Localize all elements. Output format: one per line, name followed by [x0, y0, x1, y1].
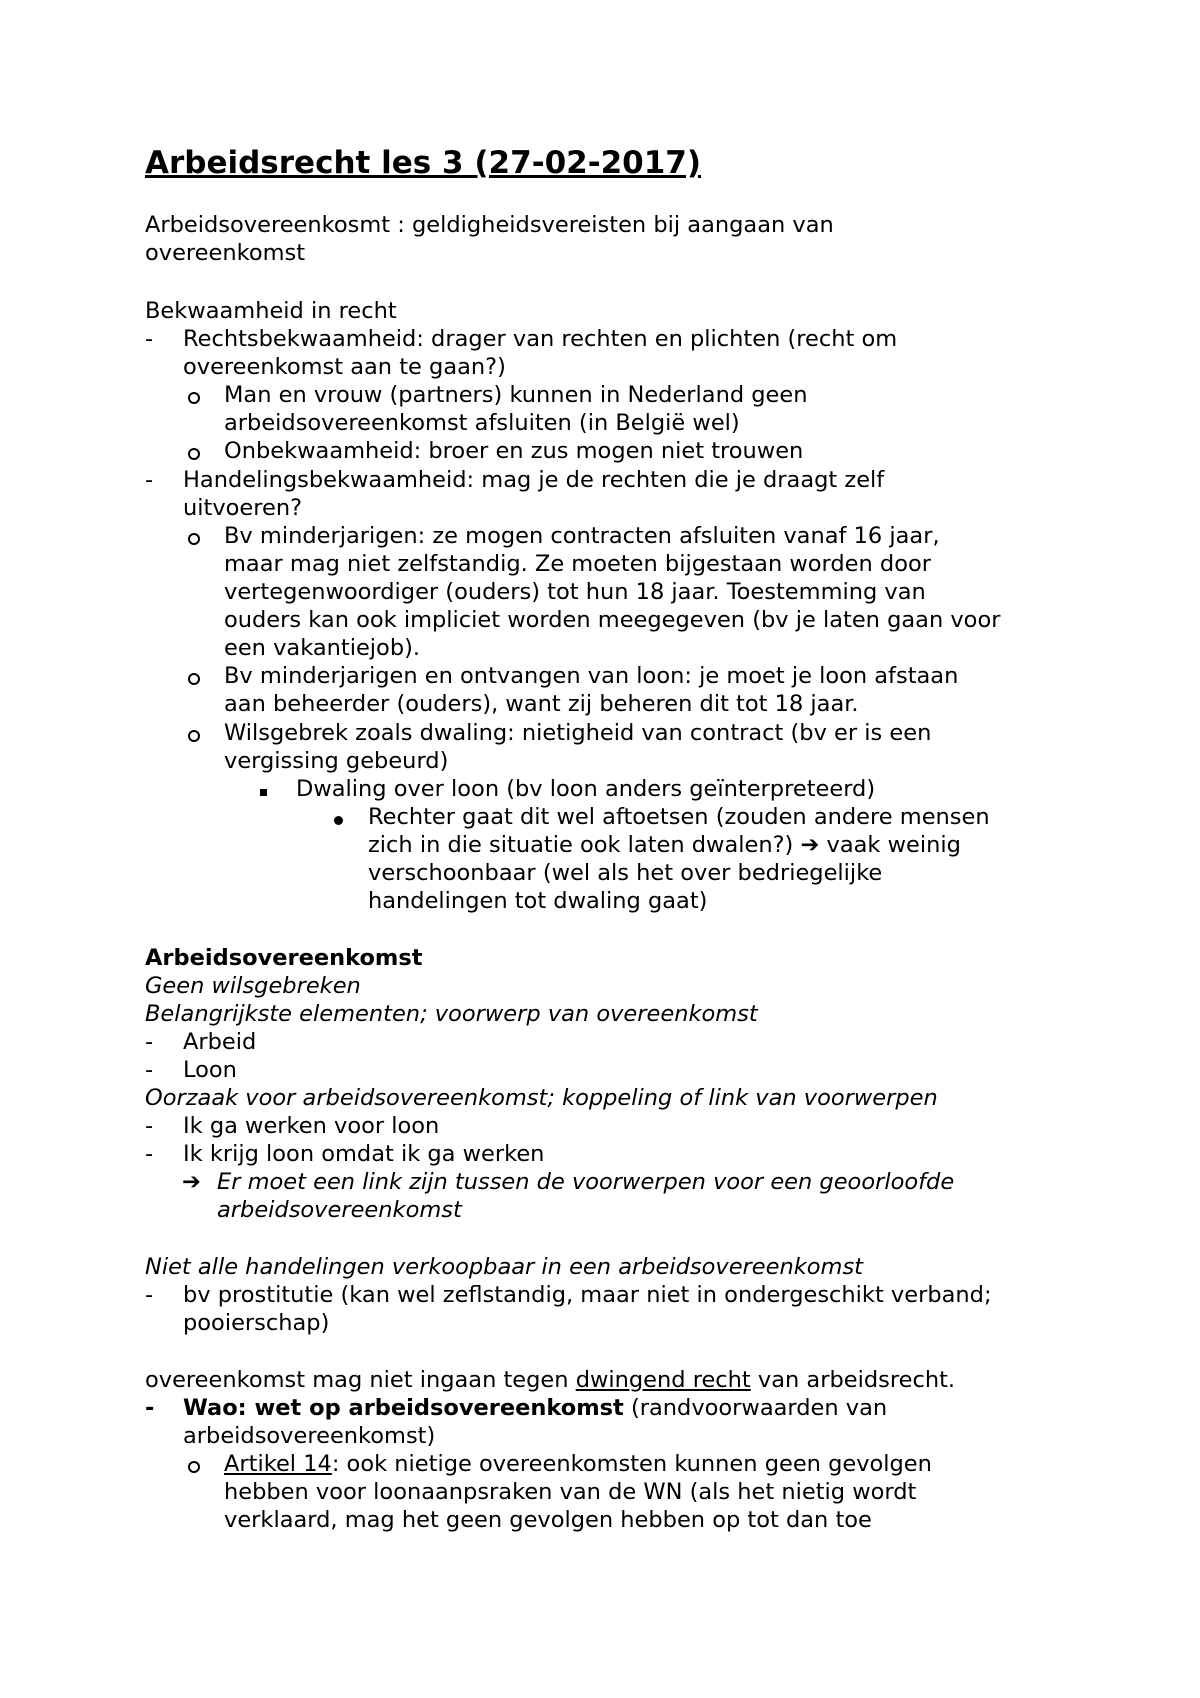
list-item-line: arbeidsovereenkomst [217, 1197, 462, 1223]
list-item-line: Onbekwaamheid: broer en zus mogen niet trouwen [224, 438, 804, 464]
list-item-line [368, 831, 961, 859]
list-item-line: verschoonbaar (wel als het over bedriegelijke [368, 860, 883, 886]
list-item-line: Rechtsbekwaamheid: drager van rechten en plichten (recht om [183, 326, 898, 352]
list-item-line: vertegenwoordiger (ouders) tot hun 18 jaar. Toestemming van [224, 579, 926, 605]
dash-bullet: - [145, 1057, 154, 1083]
list-item-line: ouders kan ook impliciet worden meegegeven (bv je laten gaan voor [224, 607, 1001, 633]
list-item-line: verklaard, mag het geen gevolgen hebben op tot dan toe [224, 1507, 872, 1533]
text-run: : ook nietige overeenkomsten kunnen geen gevolgen [331, 1451, 932, 1477]
arrow-icon: ➔ [800, 832, 820, 858]
dash-bullet: - [145, 326, 154, 352]
text-run: overeenkomst mag niet ingaan tegen [145, 1367, 576, 1393]
paragraph-line [145, 1366, 955, 1394]
list-item-line: Ik ga werken voor loon [183, 1113, 440, 1139]
page-title: Arbeidsrecht les 3 (27-02-2017) [145, 145, 702, 181]
list-item-line [183, 1394, 887, 1422]
circle-bullet-icon [188, 448, 200, 460]
intro-line-2: overeenkomst [145, 240, 306, 266]
list-item-line: Rechter gaat dit wel aftoetsen (zouden andere mensen [368, 804, 990, 830]
underlined-term: dwingend recht [575, 1367, 751, 1393]
dash-bullet: - [145, 467, 154, 493]
list-item-line: Man en vrouw (partners) kunnen in Nederland geen [224, 382, 808, 408]
list-item-line: Dwaling over loon (bv loon anders geïnterpreteerd) [296, 776, 876, 802]
text-run: vaak weinig [826, 832, 961, 858]
underlined-term: Artikel 14 [224, 1451, 332, 1477]
text-run: (randvoorwaarden van [623, 1395, 888, 1421]
square-bullet-icon [260, 789, 267, 796]
circle-bullet-icon [188, 730, 200, 742]
list-item-line: pooierschap) [183, 1310, 330, 1336]
list-item-line: bv prostitutie (kan wel zeflstandig, maar niet in ondergeschikt verband; [183, 1282, 992, 1308]
section-heading-arbeidsovereenkomst: Arbeidsovereenkomst [145, 945, 423, 971]
dash-bullet: - [145, 1029, 154, 1055]
list-item-line: Wilsgebrek zoals dwaling: nietigheid van contract (bv er is een [224, 720, 932, 746]
circle-bullet-icon [188, 392, 200, 404]
dot-bullet-icon [334, 816, 343, 825]
bold-term: Wao: wet op arbeidsovereenkomst [183, 1395, 624, 1421]
italic-subheading: Niet alle handelingen verkoopbaar in een arbeidsovereenkomst [145, 1254, 863, 1280]
list-item-line: hebben voor loonaanpsraken van de WN (als het nietig wordt [224, 1479, 917, 1505]
italic-subheading: Belangrijkste elementen; voorwerp van overeenkomst [145, 1001, 758, 1027]
arrow-bullet-icon: ➔ [182, 1169, 201, 1195]
list-item-line: Ik krijg loon omdat ik ga werken [183, 1141, 545, 1167]
list-item-line: Bv minderjarigen: ze mogen contracten afsluiten vanaf 16 jaar, [224, 523, 940, 549]
list-item-line: Er moet een link zijn tussen de voorwerpen voor een geoorloofde [217, 1169, 955, 1195]
list-item-line: arbeidsovereenkomst) [183, 1423, 436, 1449]
text-run: zich in die situatie ook laten dwalen?) [368, 832, 801, 858]
text-run: van arbeidsrecht. [750, 1367, 956, 1393]
dash-bullet: - [145, 1282, 154, 1308]
list-item-line: uitvoeren? [183, 495, 303, 521]
circle-bullet-icon [188, 1461, 200, 1473]
dash-bullet: - [145, 1395, 155, 1421]
circle-bullet-icon [188, 533, 200, 545]
list-item-line: Handelingsbekwaamheid: mag je de rechten die je draagt zelf [183, 467, 885, 493]
intro-line-1: Arbeidsovereenkosmt : geldigheidsvereisten bij aangaan van [145, 212, 834, 238]
list-item-line: arbeidsovereenkomst afsluiten (in België wel) [224, 410, 740, 436]
list-item-line: Bv minderjarigen en ontvangen van loon: je moet je loon afstaan [224, 663, 959, 689]
circle-bullet-icon [188, 673, 200, 685]
list-item-line: een vakantiejob). [224, 635, 421, 661]
list-item-line: aan beheerder (ouders), want zij beheren dit tot 18 jaar. [224, 691, 859, 717]
dash-bullet: - [145, 1113, 154, 1139]
list-item-line [224, 1450, 932, 1478]
italic-subheading: Oorzaak voor arbeidsovereenkomst; koppeling of link van voorwerpen [145, 1085, 938, 1111]
dash-bullet: - [145, 1141, 154, 1167]
list-item-line: vergissing gebeurd) [224, 748, 449, 774]
list-item-line: Arbeid [183, 1029, 257, 1055]
list-item-line: maar mag niet zelfstandig. Ze moeten bijgestaan worden door [224, 551, 931, 577]
italic-subheading: Geen wilsgebreken [145, 973, 361, 999]
list-item-line: overeenkomst aan te gaan?) [183, 354, 506, 380]
list-item-line: handelingen tot dwaling gaat) [368, 888, 708, 914]
section-heading-bekwaamheid: Bekwaamheid in recht [145, 298, 397, 324]
list-item-line: Loon [183, 1057, 237, 1083]
